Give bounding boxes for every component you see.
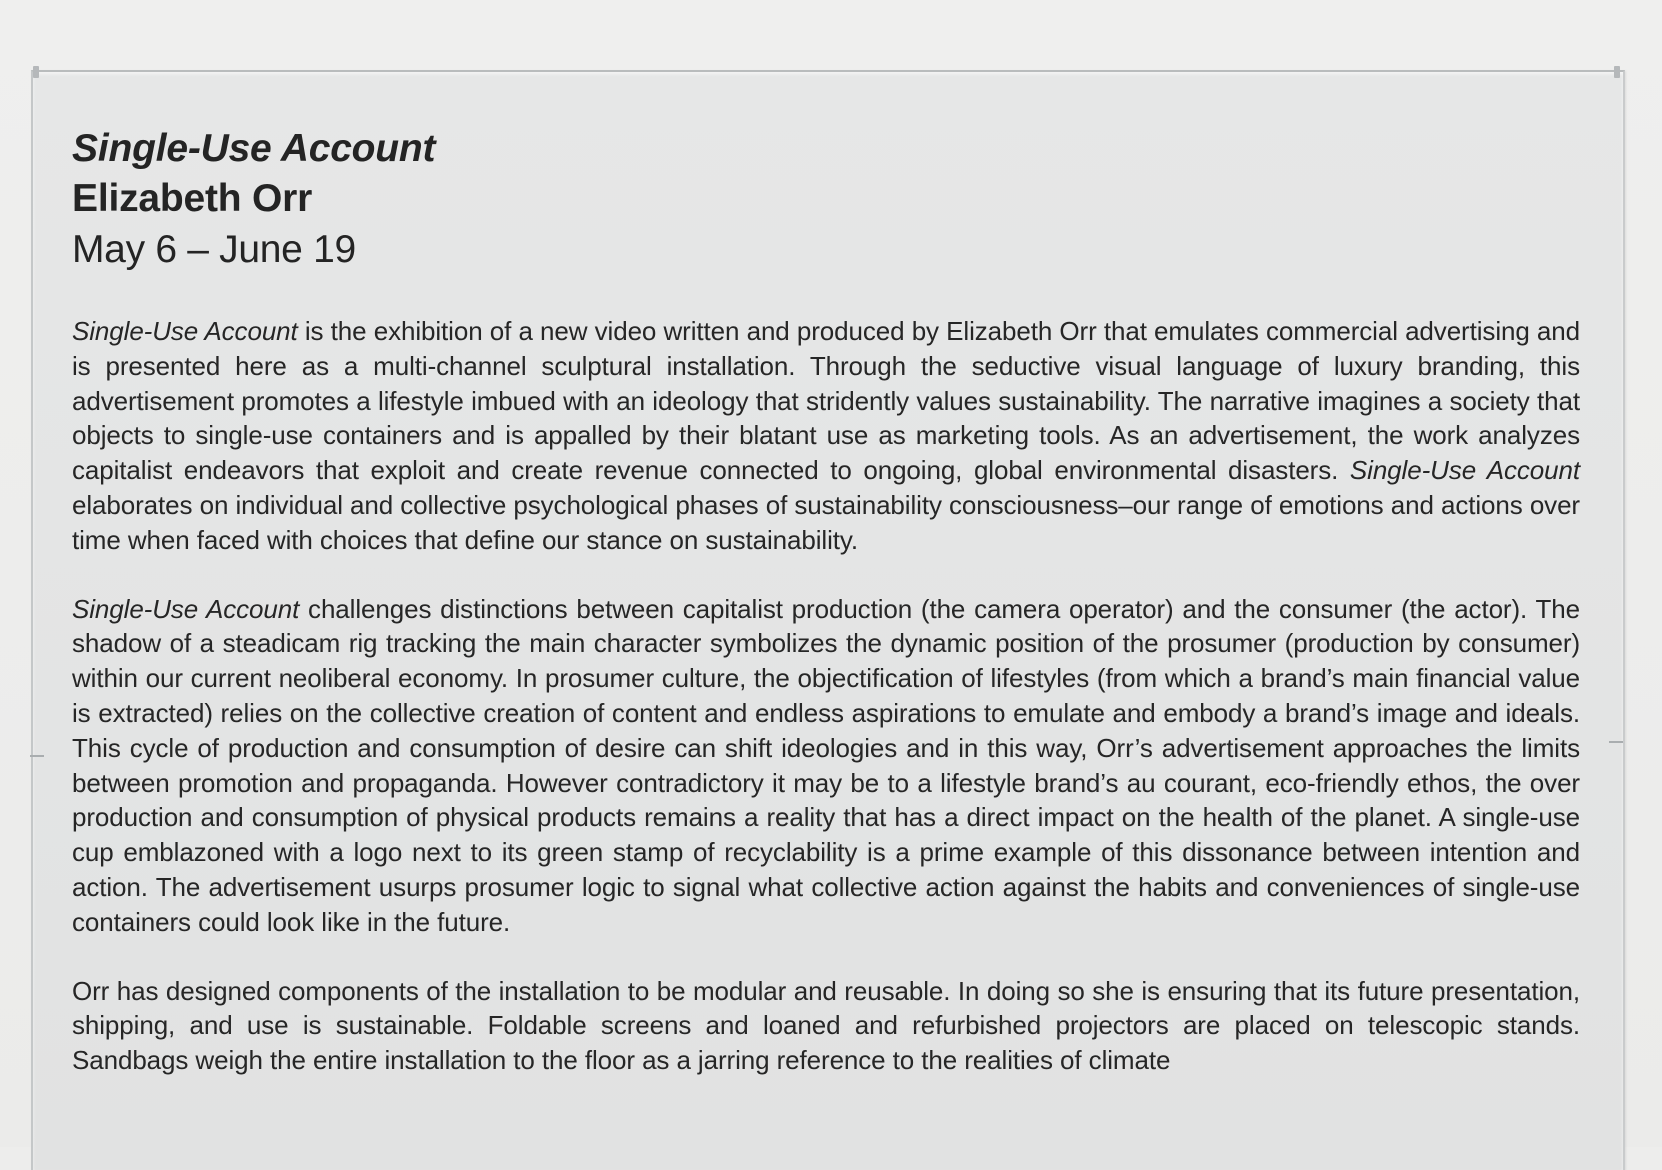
- mounting-screw-icon: [1614, 66, 1620, 78]
- title-reference: Single-Use Account: [72, 316, 298, 346]
- artist-name: Elizabeth Orr: [72, 177, 313, 220]
- title-reference: Single-Use Account: [1349, 455, 1580, 486]
- paragraph-text: elaborates on individual and collective psychological phases of sustainability consciousness–our range of emotions and actions over time when faced with choices that define our stance on sustainability.: [72, 489, 1580, 555]
- paragraph-3: [72, 974, 1580, 1078]
- paragraph-text: challenges distinctions between capitalist production (the camera operator) and the consumer (the actor). The shadow of a steadicam rig tracking the main character symbolizes the dynamic position of the prosumer (production by consumer) within our current neoliberal economy. In prosumer culture, the objectification of lifestyles (from which a brand’s main financial value is extracted) relies on the collective creation of content and endless aspirations to emulate and embody a brand’s image and ideals. This cycle of production and consumption of desire can shift ideologies and in this way, Orr’s advertisement approaches the limits between promotion and propaganda. However contradictory it may be to a lifestyle brand’s au courant, eco-friendly ethos, the over production and consumption of physical products remains a reality that has a direct impact on the health of the planet. A single-use cup emblazoned with a logo next to its green stamp of recyclability is a prime example of this dissonance between intention and action. The advertisement usurps prosumer logic to signal what collective action against the habits and conveniences of single-use containers could look like in the future.: [72, 593, 1580, 937]
- exhibition-title: Single-Use Account: [72, 127, 436, 170]
- panel-notch: [1609, 741, 1623, 743]
- paragraph-1: [72, 314, 1580, 558]
- paragraph-text: is the exhibition of a new video written and produced by Elizabeth Orr that emulates commercial advertising and is presented here as a multi-channel sculptural installation. Through the seductive visual language of luxury branding, this advertisement promotes a lifestyle imbued with an ideology that stridently values sustainability. The narrative imagines a society that objects to single-use containers and is appalled by their blatant use as marketing tools. As an advertisement, the work analyzes capitalist endeavors that exploit and create revenue connected to ongoing, global environmental disasters.: [72, 316, 1580, 486]
- paragraph-text: Orr has designed components of the installation to be modular and reusable. In doing so she is ensuring that its future presentation, shipping, and use is sustainable. Foldable screens and loaned and refurbished projectors are placed on telescopic stands. Sandbags weigh the entire installation to the floor as a jarring reference to the realities of climate: [72, 975, 1580, 1076]
- title-reference: Single-Use Account: [72, 593, 300, 624]
- exhibition-dates: May 6 – June 19: [72, 228, 356, 271]
- paragraph-2: [72, 592, 1580, 940]
- panel-notch: [30, 755, 44, 757]
- wall-text-content: [72, 124, 1580, 1112]
- mounting-screw-icon: [33, 66, 39, 78]
- exhibition-description: [72, 314, 1580, 1078]
